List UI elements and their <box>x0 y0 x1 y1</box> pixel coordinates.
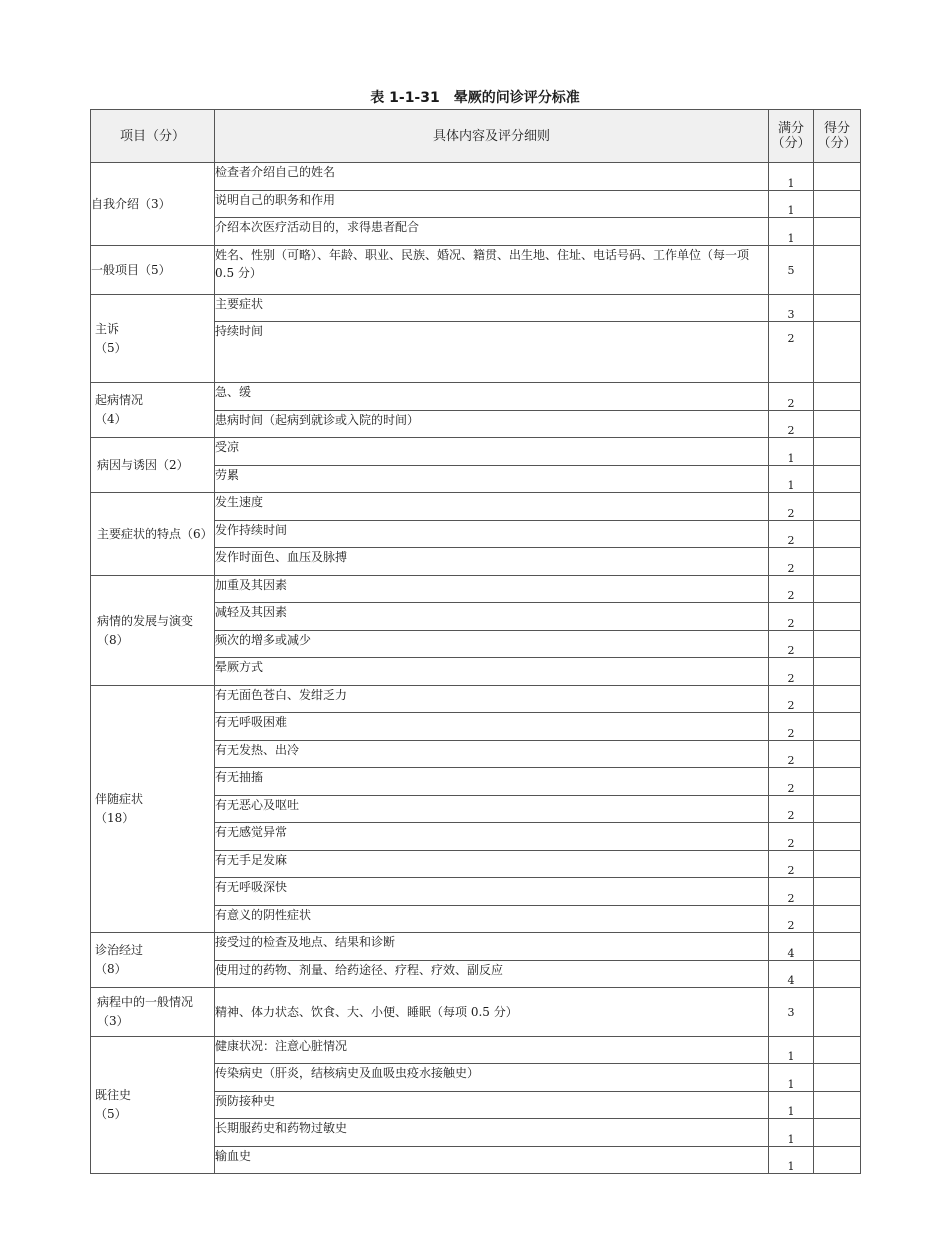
category-cell: 自我介绍（3） <box>91 163 215 246</box>
full-score-cell: 2 <box>769 322 814 383</box>
content-cell: 急、缓 <box>215 383 769 411</box>
full-score-cell: 2 <box>769 383 814 411</box>
table-row <box>91 493 861 521</box>
full-score-cell: 2 <box>769 823 814 851</box>
content-cell: 预防接种史 <box>215 1092 769 1119</box>
score-input-cell[interactable] <box>814 713 861 741</box>
score-input-cell[interactable] <box>814 383 861 411</box>
full-score-cell: 5 <box>769 246 814 295</box>
table-row <box>91 246 861 295</box>
table-row <box>91 576 861 603</box>
category-text: 既往史（5） <box>95 1088 132 1121</box>
content-cell: 有无抽搐 <box>215 768 769 796</box>
score-input-cell[interactable] <box>814 686 861 713</box>
score-input-cell[interactable] <box>814 988 861 1037</box>
full-score-cell: 1 <box>769 1119 814 1147</box>
score-input-cell[interactable] <box>814 823 861 851</box>
content-cell: 劳累 <box>215 466 769 493</box>
full-score-cell: 1 <box>769 218 814 246</box>
full-score-cell: 2 <box>769 741 814 768</box>
score-input-cell[interactable] <box>814 576 861 603</box>
score-input-cell[interactable] <box>814 933 861 961</box>
content-cell: 有无发热、出冷 <box>215 741 769 768</box>
full-score-cell: 2 <box>769 411 814 438</box>
full-score-cell: 2 <box>769 521 814 548</box>
full-score-cell: 1 <box>769 1147 814 1174</box>
full-score-cell: 2 <box>769 851 814 878</box>
full-score-cell: 1 <box>769 466 814 493</box>
full-score-cell: 1 <box>769 191 814 218</box>
content-cell: 受凉 <box>215 438 769 466</box>
score-input-cell[interactable] <box>814 603 861 631</box>
score-input-cell[interactable] <box>814 191 861 218</box>
content-cell: 减轻及其因素 <box>215 603 769 631</box>
content-cell: 有意义的阴性症状 <box>215 906 769 933</box>
content-cell: 长期服药史和药物过敏史 <box>215 1119 769 1147</box>
content-cell: 有无感觉异常 <box>215 823 769 851</box>
full-score-cell: 2 <box>769 603 814 631</box>
score-input-cell[interactable] <box>814 466 861 493</box>
score-input-cell[interactable] <box>814 796 861 823</box>
score-input-cell[interactable] <box>814 246 861 295</box>
table-row <box>91 988 861 1037</box>
content-cell: 发作时面色、血压及脉搏 <box>215 548 769 576</box>
category-cell <box>91 1037 215 1174</box>
full-score-cell: 2 <box>769 686 814 713</box>
table-row <box>91 1037 861 1064</box>
category-text: 起病情况（4） <box>95 393 144 426</box>
content-cell: 持续时间 <box>215 322 769 383</box>
content-cell: 介绍本次医疗活动目的，求得患者配合 <box>215 218 769 246</box>
full-score-cell: 2 <box>769 493 814 521</box>
scoring-table <box>90 109 861 1174</box>
full-score-cell: 2 <box>769 658 814 686</box>
category-cell: 病情的发展与演变（8） <box>91 576 215 686</box>
full-score-cell: 1 <box>769 1064 814 1092</box>
score-input-cell[interactable] <box>814 163 861 191</box>
content-cell: 发生速度 <box>215 493 769 521</box>
full-score-cell: 3 <box>769 295 814 322</box>
full-score-cell: 2 <box>769 713 814 741</box>
category-cell: 病程中的一般情况（3） <box>91 988 215 1037</box>
content-cell: 接受过的检查及地点、结果和诊断 <box>215 933 769 961</box>
full-score-cell: 2 <box>769 878 814 906</box>
score-input-cell[interactable] <box>814 906 861 933</box>
score-input-cell[interactable] <box>814 1037 861 1064</box>
full-score-cell: 2 <box>769 796 814 823</box>
category-cell <box>91 686 215 933</box>
score-input-cell[interactable] <box>814 521 861 548</box>
score-input-cell[interactable] <box>814 851 861 878</box>
content-cell: 有无呼吸深快 <box>215 878 769 906</box>
content-cell: 发作持续时间 <box>215 521 769 548</box>
category-cell <box>91 383 215 438</box>
header-got-score: 得分（分） <box>814 110 861 163</box>
full-score-cell: 2 <box>769 768 814 796</box>
full-score-cell: 1 <box>769 163 814 191</box>
table-row <box>91 933 861 961</box>
full-score-cell: 3 <box>769 988 814 1037</box>
content-cell: 姓名、性别（可略）、年龄、职业、民族、婚况、籍贯、出生地、住址、电话号码、工作单位（每一项 0.5 分） <box>215 246 769 295</box>
table-row <box>91 295 861 322</box>
score-input-cell[interactable] <box>814 658 861 686</box>
score-input-cell[interactable] <box>814 631 861 658</box>
score-input-cell[interactable] <box>814 1092 861 1119</box>
full-score-cell: 2 <box>769 576 814 603</box>
content-cell: 说明自己的职务和作用 <box>215 191 769 218</box>
content-cell: 传染病史（肝炎，结核病史及血吸虫疫水接触史） <box>215 1064 769 1092</box>
score-input-cell[interactable] <box>814 295 861 322</box>
full-score-cell: 2 <box>769 631 814 658</box>
content-cell: 输血史 <box>215 1147 769 1174</box>
full-score-cell: 1 <box>769 438 814 466</box>
score-input-cell[interactable] <box>814 1119 861 1147</box>
header-item: 项目（分） <box>91 110 215 163</box>
category-text: 伴随症状（18） <box>95 792 144 825</box>
category-text: 诊治经过（8） <box>95 943 144 976</box>
content-cell: 频次的增多或减少 <box>215 631 769 658</box>
header-full-score: 满分（分） <box>769 110 814 163</box>
score-input-cell[interactable] <box>814 493 861 521</box>
full-score-cell: 2 <box>769 906 814 933</box>
category-cell <box>91 933 215 988</box>
score-input-cell[interactable] <box>814 741 861 768</box>
score-input-cell[interactable] <box>814 961 861 988</box>
category-cell <box>91 295 215 383</box>
full-score-cell: 1 <box>769 1037 814 1064</box>
full-score-cell: 2 <box>769 548 814 576</box>
score-input-cell[interactable] <box>814 438 861 466</box>
score-input-cell[interactable] <box>814 1147 861 1174</box>
content-cell: 使用过的药物、剂量、给药途径、疗程、疗效、副反应 <box>215 961 769 988</box>
score-input-cell[interactable] <box>814 411 861 438</box>
score-input-cell[interactable] <box>814 548 861 576</box>
table-row <box>91 383 861 411</box>
full-score-cell: 4 <box>769 933 814 961</box>
content-cell: 患病时间（起病到就诊或入院的时间） <box>215 411 769 438</box>
content-cell: 加重及其因素 <box>215 576 769 603</box>
score-input-cell[interactable] <box>814 878 861 906</box>
content-cell: 有无呼吸困难 <box>215 713 769 741</box>
table-row <box>91 686 861 713</box>
content-cell: 有无恶心及呕吐 <box>215 796 769 823</box>
content-cell: 精神、体力状态、饮食、大、小便、睡眠（每项 0.5 分） <box>215 988 769 1037</box>
score-input-cell[interactable] <box>814 1064 861 1092</box>
score-input-cell[interactable] <box>814 218 861 246</box>
content-cell: 主要症状 <box>215 295 769 322</box>
content-cell: 晕厥方式 <box>215 658 769 686</box>
full-score-cell: 4 <box>769 961 814 988</box>
header-content: 具体内容及评分细则 <box>215 110 769 163</box>
category-cell: 一般项目（5） <box>91 246 215 295</box>
category-cell: 病因与诱因（2） <box>91 438 215 493</box>
category-text: 主诉（5） <box>95 321 127 355</box>
content-cell: 检查者介绍自己的姓名 <box>215 163 769 191</box>
score-input-cell[interactable] <box>814 322 861 383</box>
content-cell: 有无手足发麻 <box>215 851 769 878</box>
content-cell: 健康状况：注意心脏情况 <box>215 1037 769 1064</box>
full-score-cell: 1 <box>769 1092 814 1119</box>
score-input-cell[interactable] <box>814 768 861 796</box>
table-caption: 表 1-1-31 晕厥的问诊评分标准 <box>370 90 580 106</box>
table-row <box>91 163 861 191</box>
category-cell: 主要症状的特点（6） <box>91 493 215 576</box>
content-cell: 有无面色苍白、发绀乏力 <box>215 686 769 713</box>
table-row <box>91 438 861 466</box>
